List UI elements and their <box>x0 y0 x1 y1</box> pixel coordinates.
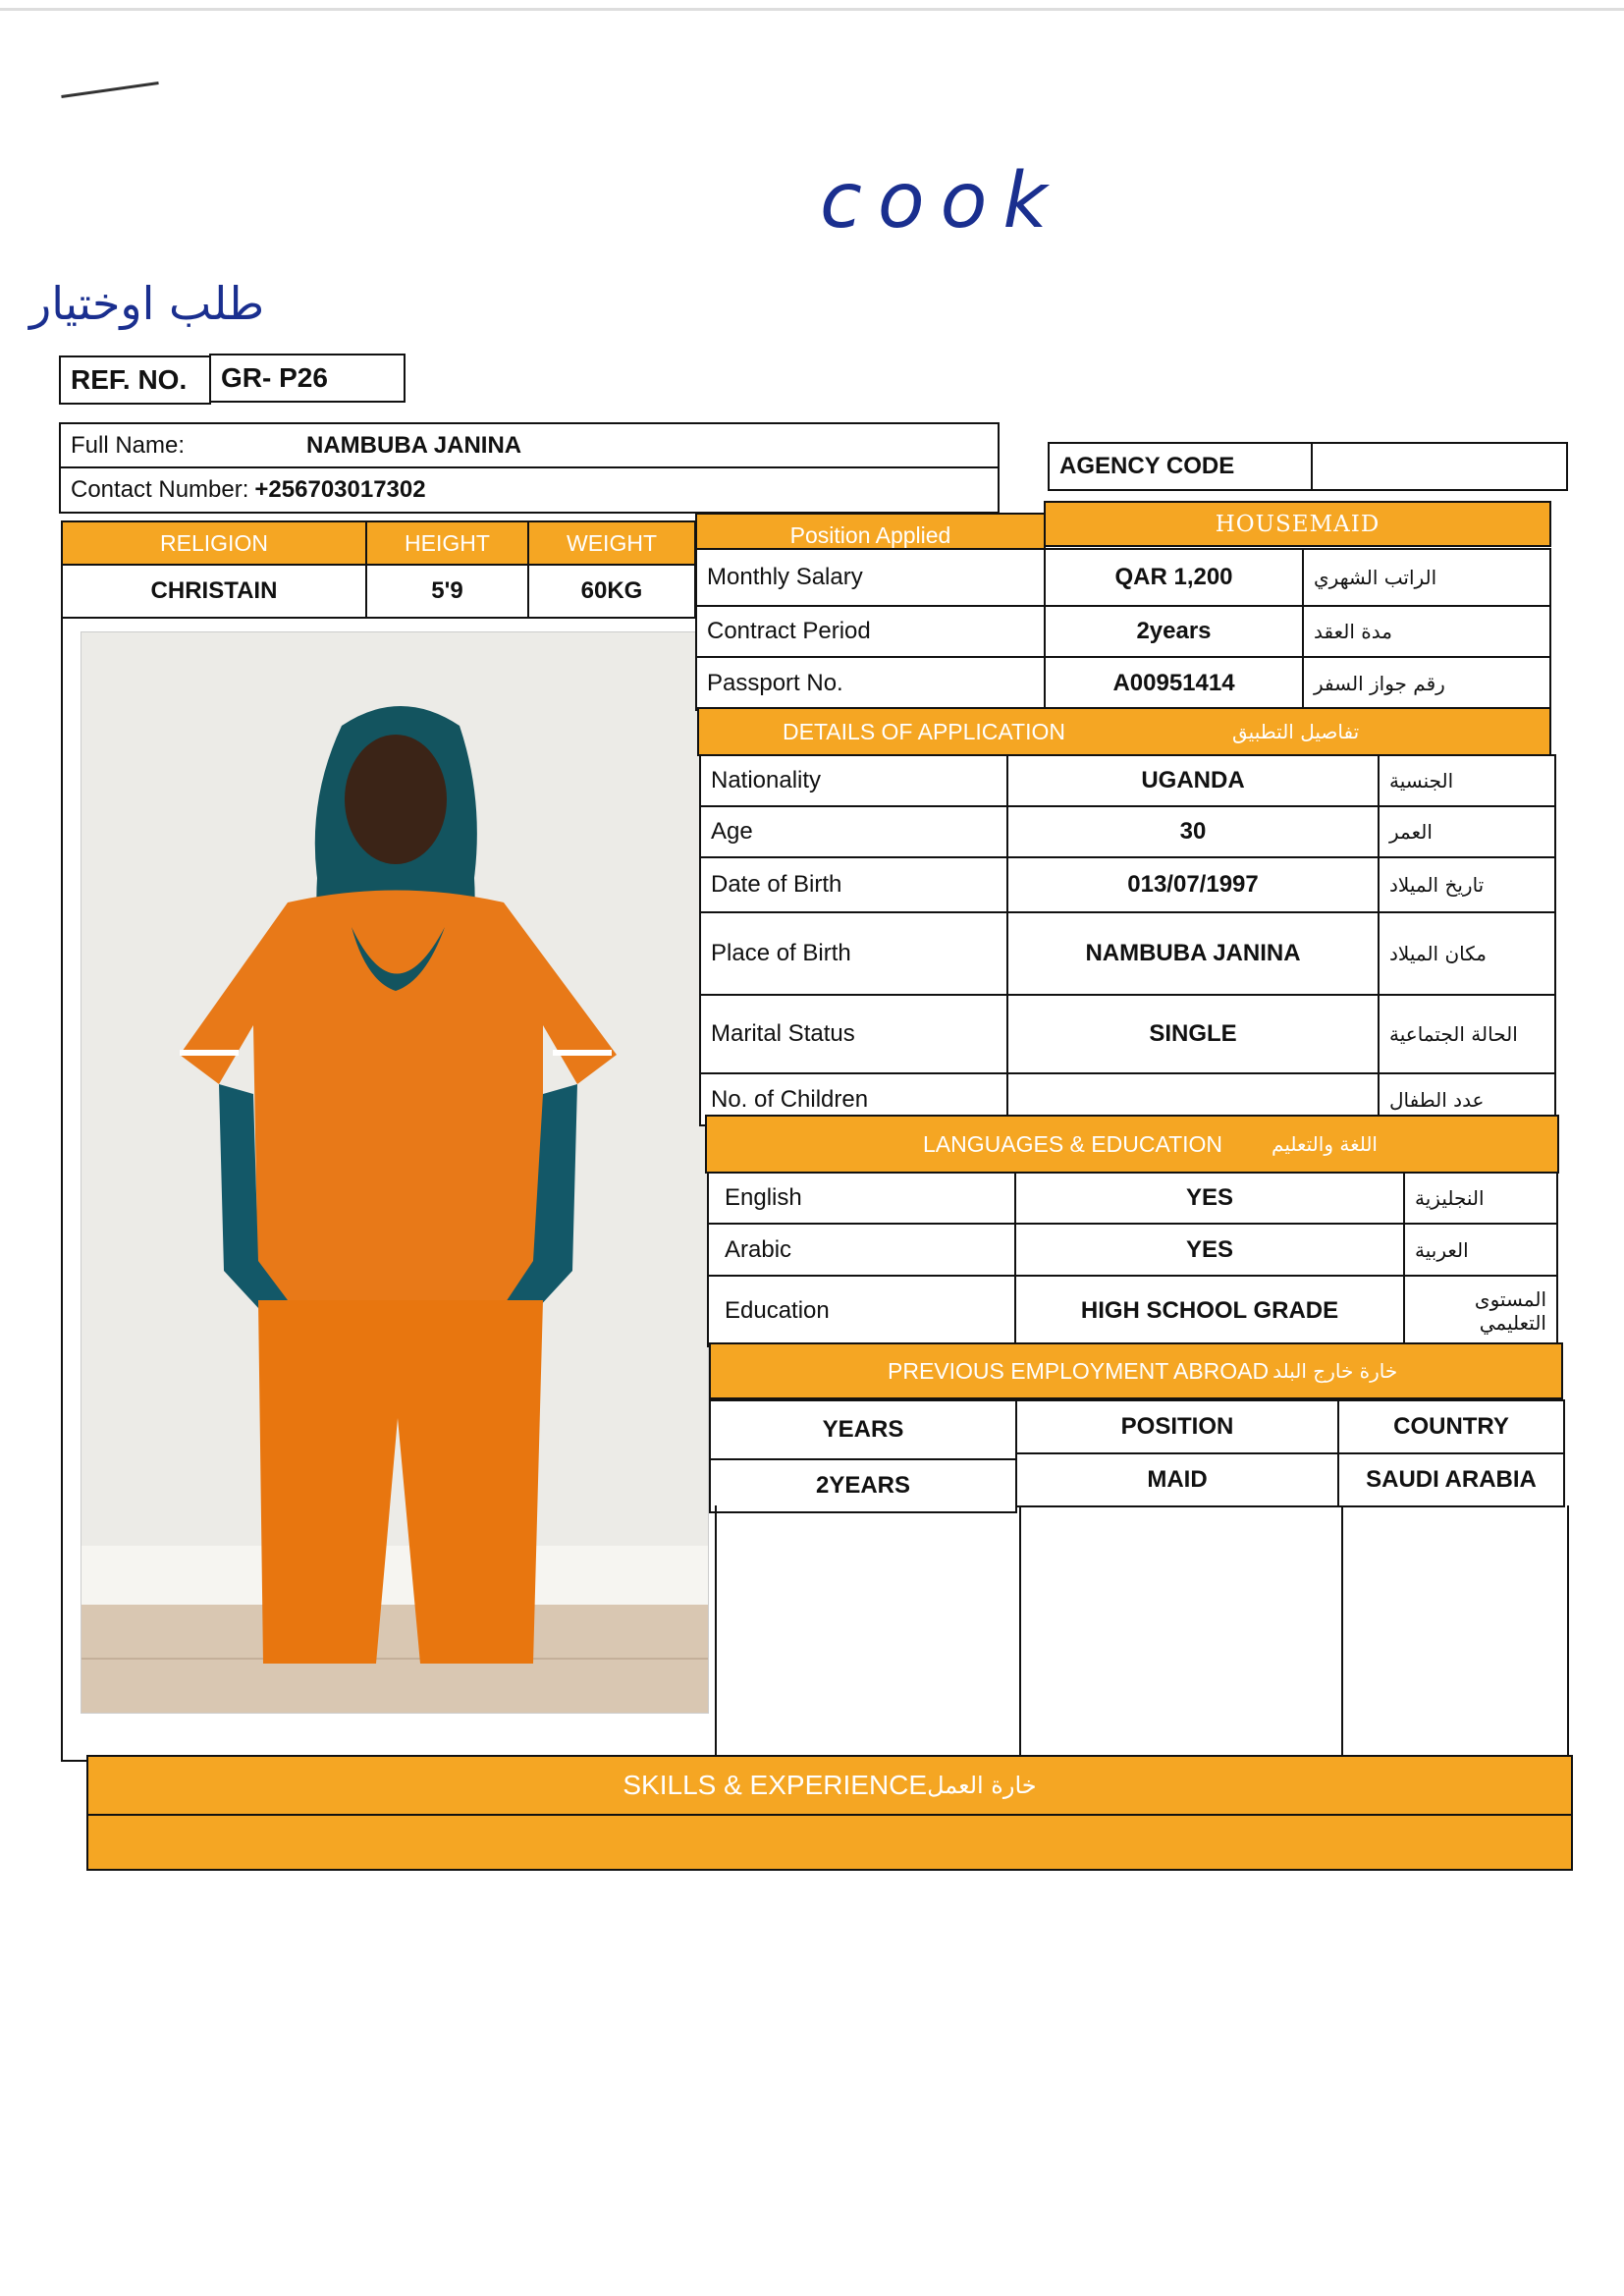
employment-col-country: COUNTRY <box>1337 1399 1565 1454</box>
employment-divider-1 <box>1019 1505 1021 1759</box>
language-row-label: Arabic <box>707 1223 1016 1277</box>
position-value: HOUSEMAID <box>1044 501 1551 547</box>
application-row-ar: تاريخ الميلاد <box>1378 856 1556 913</box>
position-header: Position Applied <box>695 513 1046 559</box>
skills-header <box>86 1755 1573 1816</box>
position-row-ar: مدة العقد <box>1302 605 1551 658</box>
language-row-value: YES <box>1014 1172 1405 1225</box>
applicant-photo <box>81 631 709 1714</box>
ref-label: REF. NO. <box>59 355 211 405</box>
full-name-row <box>59 422 1000 468</box>
language-row-ar: العربية <box>1403 1223 1558 1277</box>
pen-stroke <box>61 82 158 98</box>
application-row-ar: العمر <box>1378 805 1556 858</box>
height-header: HEIGHT <box>365 520 529 566</box>
application-row-value: UGANDA <box>1006 754 1380 807</box>
application-row-ar: مكان الميلاد <box>1378 911 1556 996</box>
language-row-label: English <box>707 1172 1016 1225</box>
application-row-label: No. of Children <box>699 1072 1008 1126</box>
employment-header-ar: خارة خارج البلد <box>1272 1359 1398 1383</box>
contact-row <box>59 466 1000 514</box>
employment-divider-2 <box>1341 1505 1343 1759</box>
application-row-label: Date of Birth <box>699 856 1008 913</box>
employment-col-years: YEARS <box>709 1399 1017 1460</box>
skills-header-text: SKILLS & EXPERIENCE <box>623 1770 928 1800</box>
application-row-value: 30 <box>1006 805 1380 858</box>
handwritten-cook: cook <box>820 157 1063 246</box>
position-row-ar: الراتب الشهري <box>1302 548 1551 607</box>
employment-cell-position: MAID <box>1015 1452 1339 1507</box>
position-row-value: A00951414 <box>1044 656 1304 711</box>
agency-code-value <box>1311 442 1568 491</box>
position-row-value: 2years <box>1044 605 1304 658</box>
weight-value: 60KG <box>527 564 696 619</box>
language-row-value: YES <box>1014 1223 1405 1277</box>
agency-code-label: AGENCY CODE <box>1048 442 1313 491</box>
language-row-ar: النجليزية <box>1403 1172 1558 1225</box>
position-row-value: QAR 1,200 <box>1044 548 1304 607</box>
languages-header-ar: اللغة والتعليم <box>1272 1132 1378 1156</box>
employment-header-text: PREVIOUS EMPLOYMENT ABROAD <box>888 1357 1270 1384</box>
application-row-label: Age <box>699 805 1008 858</box>
religion-value: CHRISTAIN <box>61 564 367 619</box>
position-row-label: Contract Period <box>695 605 1046 658</box>
application-row-ar: عدد الطفال <box>1378 1072 1556 1126</box>
application-header-ar: تفاصيل التطبيق <box>1232 720 1360 743</box>
application-header-text: DETAILS OF APPLICATION <box>783 718 1065 744</box>
full-name-label: Full Name: <box>71 431 186 459</box>
application-row-value: SINGLE <box>1006 994 1380 1074</box>
religion-header: RELIGION <box>61 520 367 566</box>
application-row-label: Nationality <box>699 754 1008 807</box>
position-row-label: Monthly Salary <box>695 548 1046 607</box>
skills-body <box>86 1814 1573 1871</box>
language-row-value: HIGH SCHOOL GRADE <box>1014 1275 1405 1347</box>
employment-empty-area <box>715 1505 1569 1761</box>
contact-value: +256703017302 <box>254 476 426 503</box>
language-row-ar: المستوى التعليمي <box>1403 1275 1558 1347</box>
handwritten-arabic-note: طلب اوختيار <box>29 277 265 330</box>
application-row-label: Marital Status <box>699 994 1008 1074</box>
application-row-value: 013/07/1997 <box>1006 856 1380 913</box>
position-row-label: Passport No. <box>695 656 1046 711</box>
languages-header-text: LANGUAGES & EDUCATION <box>923 1130 1223 1157</box>
languages-header <box>705 1115 1559 1174</box>
height-value: 5'9 <box>365 564 529 619</box>
application-row-ar: الجنسية <box>1378 754 1556 807</box>
ref-value: GR- P26 <box>209 354 406 403</box>
employment-cell-years: 2YEARS <box>709 1458 1017 1513</box>
weight-header: WEIGHT <box>527 520 696 566</box>
application-header <box>697 707 1551 756</box>
skills-header-ar: خارة العمل <box>927 1772 1037 1799</box>
contact-label: Contact Number: <box>71 476 249 503</box>
employment-col-position: POSITION <box>1015 1399 1339 1454</box>
language-row-label: Education <box>707 1275 1016 1347</box>
top-rule <box>0 8 1624 11</box>
application-row-ar: الحالة الجتماعية <box>1378 994 1556 1074</box>
full-name-value: NAMBUBA JANINA <box>306 431 522 459</box>
employment-header <box>709 1342 1563 1399</box>
employment-cell-country: SAUDI ARABIA <box>1337 1452 1565 1507</box>
application-row-value: NAMBUBA JANINA <box>1006 911 1380 996</box>
position-row-ar: رقم جواز السفر <box>1302 656 1551 711</box>
application-row-label: Place of Birth <box>699 911 1008 996</box>
